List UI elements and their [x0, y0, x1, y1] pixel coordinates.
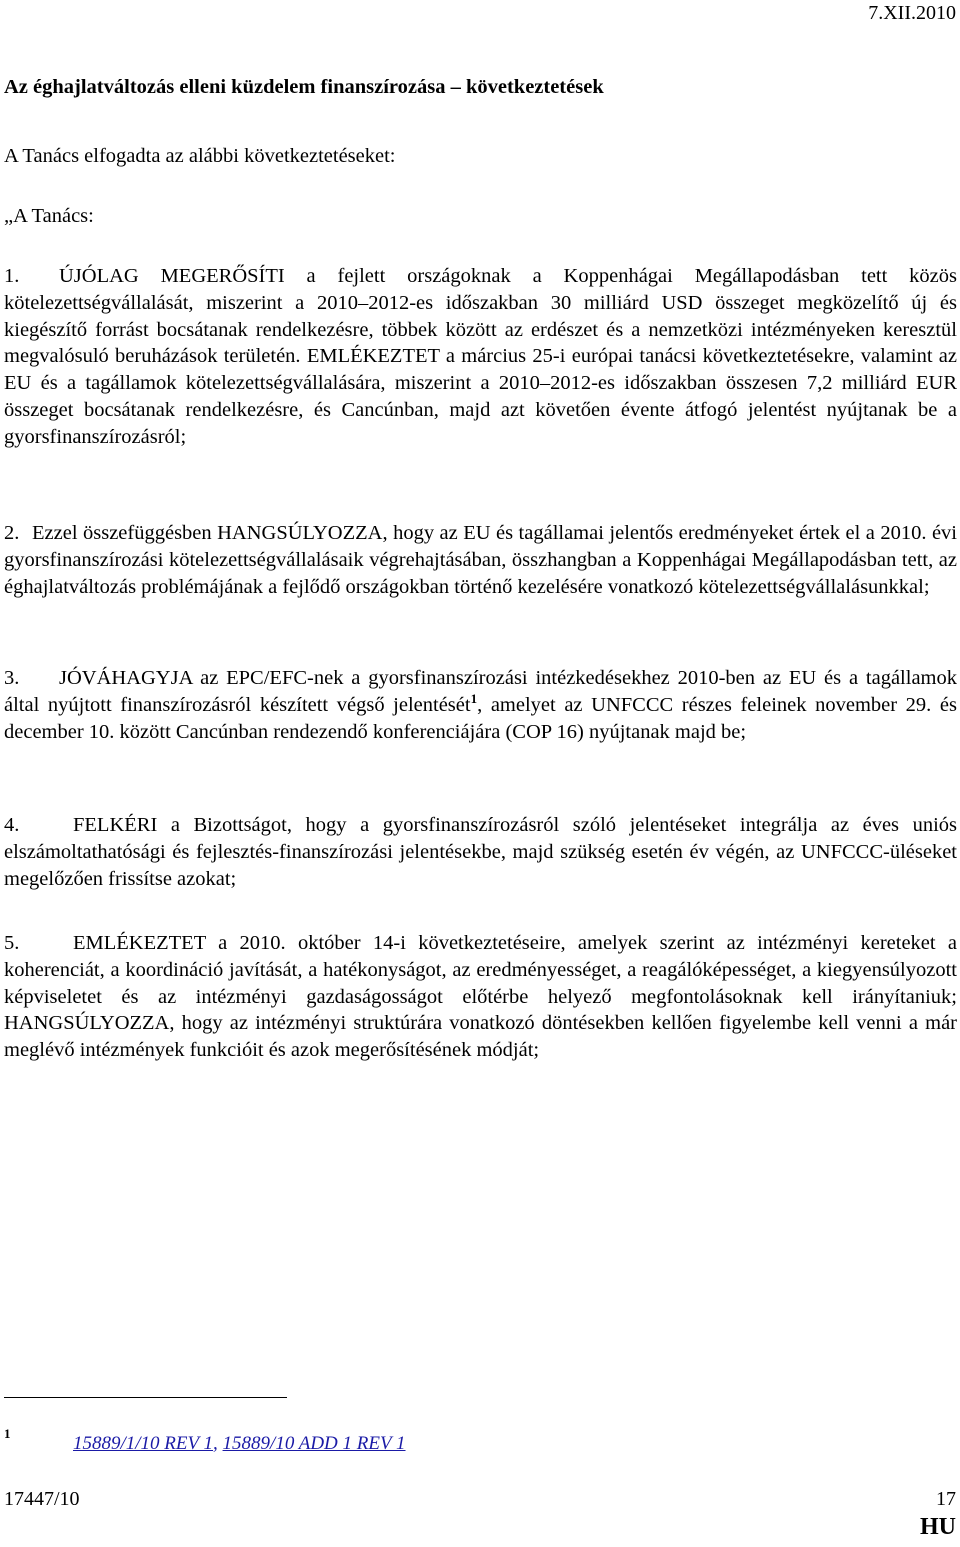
paragraph-text-continued: , amelyet az UNFCCC részes feleinek november 29. és december 10. között Cancúnban rendezendő konferenciájára (COP 16) nyújtanak majd be;: [4, 693, 957, 743]
document-date: 7.XII.2010: [868, 2, 956, 24]
paragraph-text: FELKÉRI a Bizottságot, hogy a gyorsfinanszírozásról szóló jelentéseket integrálja az éves uniós elszámoltathatósági és fejlesztés-finanszírozási jelentésekbe, majd szükség esetén év végén, az UNFCCC-üléseket megelőzően frissítse azokat;: [4, 814, 957, 890]
paragraph-4: [4, 812, 957, 892]
paragraph-1: [4, 263, 957, 451]
paragraph-number: 5.: [4, 932, 20, 954]
paragraph-2: [4, 520, 957, 600]
paragraph-number: 2.: [4, 522, 20, 544]
paragraph-number: 4.: [4, 814, 20, 836]
paragraph-5: [4, 930, 957, 1064]
document-title: Az éghajlatváltozás elleni küzdelem finanszírozása – következtetések: [4, 76, 604, 98]
footnote-link-1[interactable]: 15889/1/10 REV 1: [73, 1433, 214, 1454]
paragraph-3: [4, 665, 957, 745]
paragraph-text: Ezzel összefüggésben HANGSÚLYOZZA, hogy az EU és tagállamai jelentős eredményeket értek el a 2010. évi gyorsfinanszírozási kötelezettségvállalásaik végrehajtásában, összhangban a Koppenhágai Megállapodásban tett, az éghajlatváltozás problémájának a fejlődő országokban történő kezelésére vonatkozó kötelezettségvállalásunkkal;: [4, 522, 957, 598]
intro-text: A Tanács elfogadta az alábbi következtetéseket:: [4, 145, 396, 167]
footnote-link-2[interactable]: 15889/10 ADD 1 REV 1: [222, 1433, 406, 1454]
footnote-text: [73, 1433, 406, 1455]
language-code: HU: [920, 1514, 956, 1540]
footnote-mark: 1: [4, 1426, 11, 1441]
paragraph-text: ÚJÓLAG MEGERŐSÍTI a fejlett országoknak a Koppenhágai Megállapodásban tett közös kötelezettségvállalását, miszerint a 2010–2012-es időszakban 30 milliárd USD összeget megközelítő új és kiegészítő forrást bocsátanak rendelkezésre, többek között az erdészet és a nemzetközi intézményeken keresztül megvalósuló beruházások területén. EMLÉKEZTET a március 25-i európai tanácsi következtetésekre, valamint az EU és a tagállamok kötelezettségvállalására, miszerint a 2010–2012-es időszakban összesen 7,2 milliárd EUR összeget bocsátanak rendelkezésre, és Cancúnban, majd azt követően évente átfogó jelentést nyújtanak be a gyorsfinanszírozásról;: [4, 265, 957, 448]
paragraph-number: 3.: [4, 667, 20, 689]
paragraph-text: JÓVÁHAGYJA az EPC/EFC-nek a gyorsfinanszírozási intézkedésekhez 2010-ben az EU és a tagállamok által nyújtott finanszírozásról készített végső jelentését: [4, 667, 957, 716]
footnote-reference[interactable]: 1: [470, 690, 478, 706]
footnote-separator-text: ,: [213, 1433, 223, 1454]
paragraph-text: EMLÉKEZTET a 2010. október 14-i következtetéseire, amelyek szerint az intézményi kereteket a koherenciát, a koordináció javítását, a hatékonyságot, az eredményességet, a reagálóképességet, a kiegyensúlyozott képviseletet és az intézményi gazdaságosságot előtérbe helyező megfontolásoknak kell irányítaniuk; HANGSÚLYOZZA, hogy az intézményi struktúrára vonatkozó döntésekben kellően figyelembe kell venni a már meglévő intézmények funkcióit és azok megerősítésének módját;: [4, 932, 957, 1062]
document-number: 17447/10: [4, 1488, 80, 1510]
footnote-separator: [4, 1397, 287, 1398]
page-number: 17: [936, 1488, 956, 1510]
paragraph-number: 1.: [4, 265, 20, 287]
quote-opening: „A Tanács:: [4, 205, 94, 227]
